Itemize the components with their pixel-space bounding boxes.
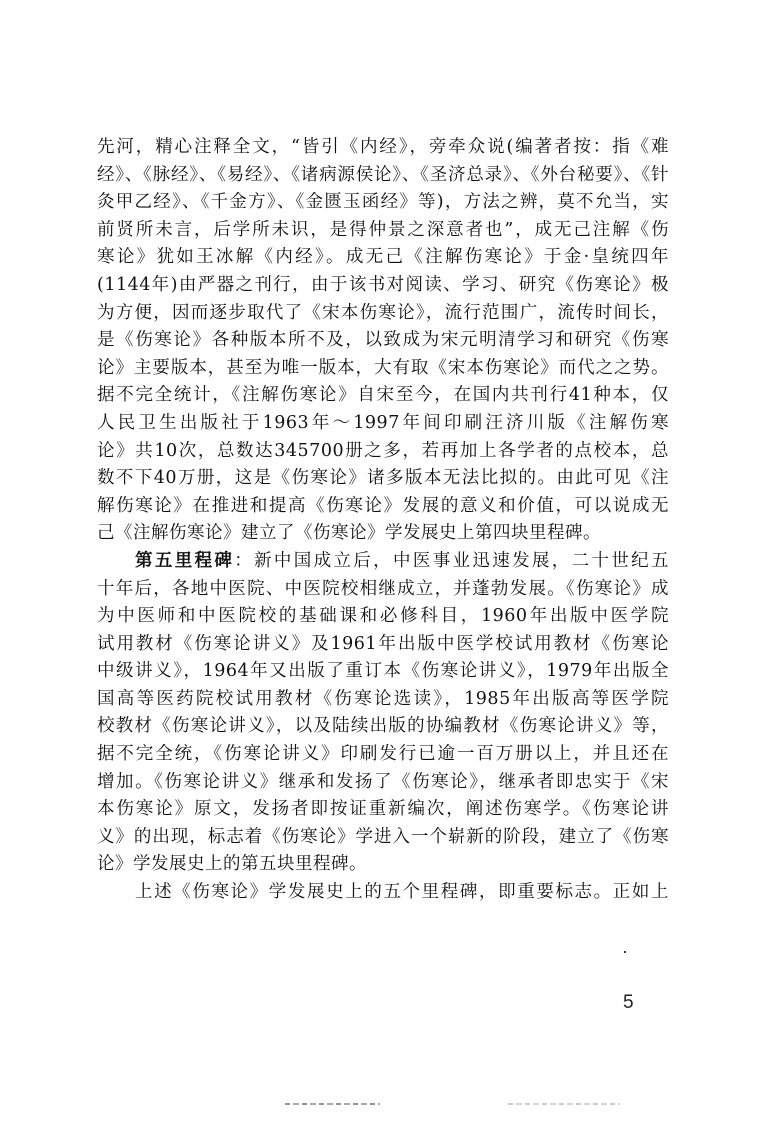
text-line: 义》的出现，标志着《伤寒论》学进入一个崭新的阶段，建立了《伤寒 <box>97 826 669 847</box>
page-number: 5 <box>623 992 634 1013</box>
text-line: 人民卫生出版社于1963年～1997年间印刷汪济川版《注解伤寒 <box>97 412 669 433</box>
text-run: ：新中国成立后，中医事业迅速发展，二十世纪五 <box>234 550 670 571</box>
scan-speck <box>624 951 626 953</box>
text-line: 增加。《伤寒论讲义》继承和发扬了《伤寒论》，继承者即忠实于《宋 <box>97 771 669 792</box>
text-line: 论》主要版本，甚至为唯一版本，大有取《宋本伤寒论》而代之之势。 <box>97 357 669 378</box>
text-line: 寒论》犹如王冰解《内经》。成无己《注解伤寒论》于金·皇统四年 <box>97 247 669 268</box>
text-line: 是《伤寒论》各种版本所不及，以致成为宋元明清学习和研究《伤寒 <box>97 330 669 351</box>
text-line: 试用教材《伤寒论讲义》及1961年出版中医学校试用教材《伤寒论 <box>97 633 669 654</box>
text-line: 先河，精心注释全文，“皆引《内经》，旁牵众说(编著者按：指《难 <box>97 137 669 157</box>
text-line: 为中医师和中医院校的基础课和必修科目，1960年出版中医学院 <box>97 606 669 627</box>
scan-artifact <box>508 1103 620 1105</box>
text-line: 十年后，各地中医院、中医院校相继成立，并蓬勃发展。《伤寒论》成 <box>97 578 669 599</box>
paragraph-first-line <box>97 548 669 576</box>
text-line: 本伤寒论》原文，发扬者即按证重新编次，阐述伤寒学。《伤寒论讲 <box>97 799 669 820</box>
text-line: 校教材《伤寒论讲义》，以及陆续出版的协编教材《伤寒论讲义》等， <box>97 716 669 737</box>
text-line: 己《注解伤寒论》建立了《伤寒论》学发展史上第四块里程碑。 <box>97 523 601 544</box>
text-line: 论》共10次，总数达345700册之多，若再加上各学者的点校本，总 <box>97 440 669 461</box>
text-line: 中级讲义》，1964年又出版了重订本《伤寒论讲义》，1979年出版全 <box>97 661 669 682</box>
text-line: 灸甲乙经》、《千金方》、《金匮玉函经》等)，方法之辨，莫不允当，实 <box>97 192 669 213</box>
milestone-heading: 第五里程碑 <box>135 550 235 571</box>
text-line: (1144年)由严器之刊行，由于该书对阅读、学习、研究《伤寒论》极 <box>97 274 669 295</box>
text-line: 据不完全统计，《注解伤寒论》自宋至今，在国内共刊行41种本，仅 <box>97 385 669 406</box>
body-text <box>97 134 669 907</box>
text-line: 据不完全统，《伤寒论讲义》印刷发行已逾一百万册以上，并且还在 <box>97 744 669 765</box>
text-line: 前贤所未言，后学所未识，是得仲景之深意者也”，成无己注解《伤 <box>97 219 669 240</box>
text-line: 论》学发展史上的第五块里程碑。 <box>97 854 367 875</box>
text-line: 数不下40万册，这是《伤寒论》诸多版本无法比拟的。由此可见《注 <box>97 468 669 489</box>
scan-artifact <box>285 1103 380 1105</box>
paragraph-first-line: 上述《伤寒论》学发展史上的五个里程碑，即重要标志。正如上 <box>135 882 669 903</box>
text-line: 解伤寒论》在推进和提高《伤寒论》发展的意义和价值，可以说成无 <box>97 495 669 516</box>
text-line: 为方便，因而逐步取代了《宋本伤寒论》，流行范围广，流传时间长， <box>97 302 669 323</box>
text-line: 国高等医药院校试用教材《伤寒论选读》，1985年出版高等医学院 <box>97 688 669 709</box>
text-line: 经》、《脉经》、《易经》、《诸病源侯论》、《圣济总录》、《外台秘要》、《针 <box>97 164 669 185</box>
